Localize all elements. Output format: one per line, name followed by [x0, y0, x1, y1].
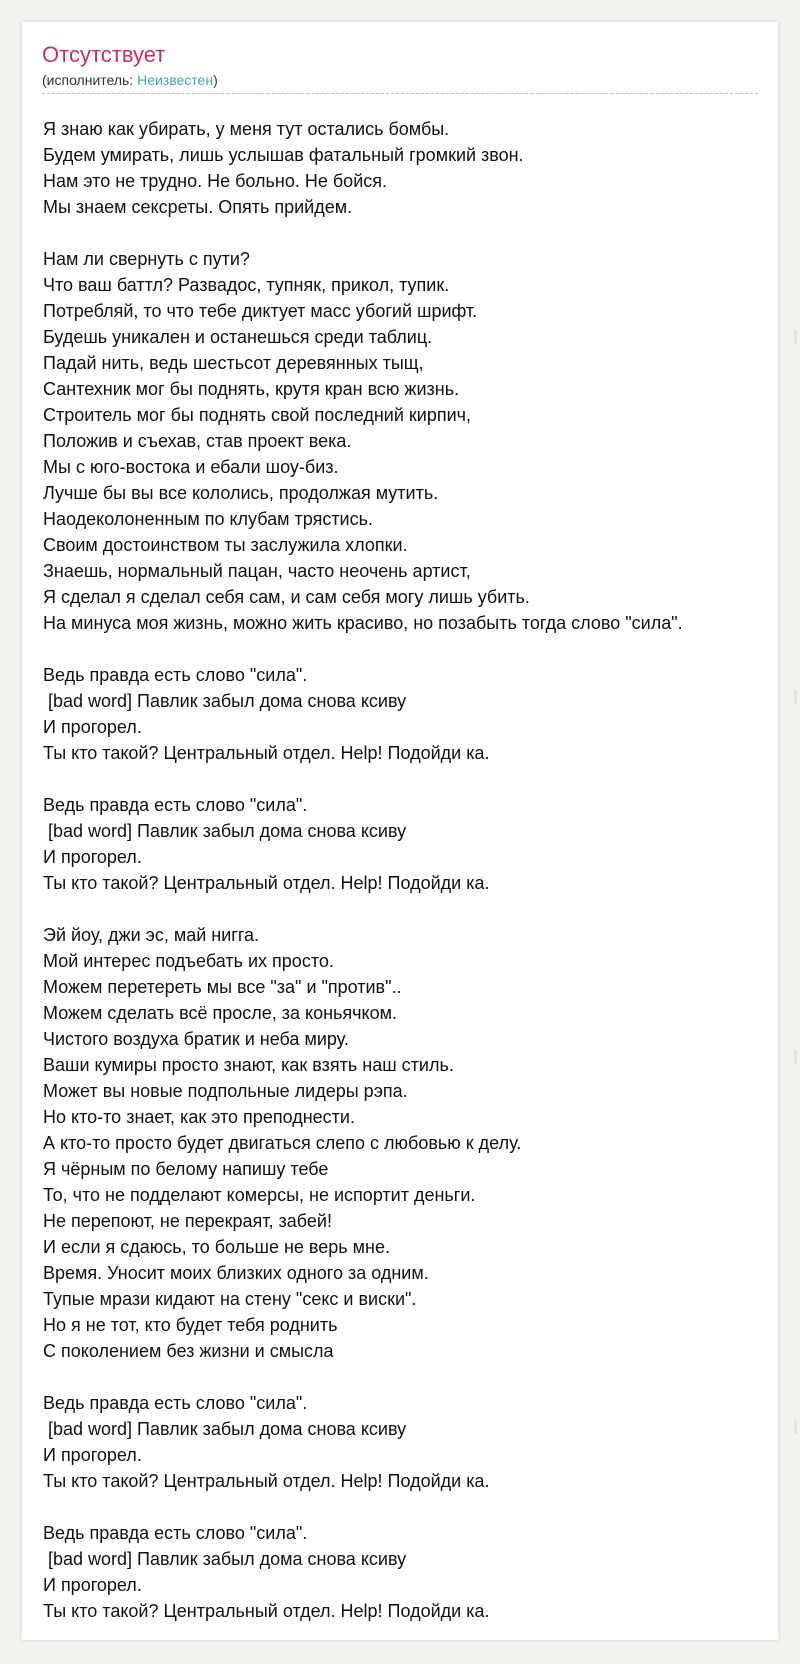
lyric-line: Я чёрным по белому напишу тебе	[43, 1159, 329, 1179]
lyric-line: Лучше бы вы все кололись, продолжая мутить.	[43, 483, 439, 503]
lyric-line: Ты кто такой? Центральный отдел. Help! Подойди ка.	[43, 1471, 490, 1491]
lyric-line: [bad word] Павлик забыл дома снова ксиву	[43, 691, 407, 711]
artist-line	[42, 71, 758, 89]
edge-decoration	[794, 1050, 797, 1064]
lyric-line: Ведь правда есть слово "сила".	[43, 1523, 308, 1543]
lyric-line: Ведь правда есть слово "сила".	[43, 795, 308, 815]
lyric-line: Наодеколоненным по клубам трястись.	[43, 509, 373, 529]
stanza-break	[43, 1364, 773, 1390]
lyric-line: [bad word] Павлик забыл дома снова ксиву	[43, 1549, 407, 1569]
lyric-line: Нам ли свернуть с пути?	[43, 249, 250, 269]
lyric-line: Но я не тот, кто будет тебя роднить	[43, 1315, 338, 1335]
lyric-line: [bad word] Павлик забыл дома снова ксиву	[43, 821, 407, 841]
lyric-line: Сантехник мог бы поднять, крутя кран всю жизнь.	[43, 379, 460, 399]
stanza-break	[43, 766, 773, 792]
lyric-line: Чистого воздуха братик и неба миру.	[43, 1029, 349, 1049]
artist-suffix: )	[213, 72, 218, 88]
lyric-line: Ты кто такой? Центральный отдел. Help! Подойди ка.	[43, 743, 490, 763]
lyric-line: Ты кто такой? Центральный отдел. Help! Подойди ка.	[43, 873, 490, 893]
lyric-line: Я знаю как убирать, у меня тут остались бомбы.	[43, 119, 450, 139]
lyric-line: Может вы новые подпольные лидеры рэпа.	[43, 1081, 408, 1101]
stanza-break	[43, 220, 773, 246]
stanza-break	[43, 636, 773, 662]
lyric-line: Падай нить, ведь шестьсот деревянных тыщ,	[43, 353, 424, 373]
edge-decoration	[794, 690, 797, 704]
lyric-line: И прогорел.	[43, 1575, 142, 1595]
lyric-line: Мой интерес подъебать их просто.	[43, 951, 334, 971]
lyric-line: Но кто-то знает, как это преподнести.	[43, 1107, 355, 1127]
lyrics-text	[43, 116, 773, 1624]
lyrics-card	[22, 22, 778, 1640]
lyric-line: Строитель мог бы поднять свой последний кирпич,	[43, 405, 472, 425]
lyric-line: Ведь правда есть слово "сила".	[43, 1393, 308, 1413]
lyric-line: Время. Уносит моих близких одного за одним.	[43, 1263, 429, 1283]
lyric-line: То, что не подделают комерсы, не испортит деньги.	[43, 1185, 476, 1205]
lyric-line: И прогорел.	[43, 717, 142, 737]
lyric-line: Не перепоют, не перекраят, забей!	[43, 1211, 332, 1231]
lyric-line: Знаешь, нормальный пацан, часто неочень артист,	[43, 561, 471, 581]
header-divider	[42, 93, 758, 94]
lyric-line: Мы знаем сексреты. Опять прийдем.	[43, 197, 353, 217]
lyric-line: Ведь правда есть слово "сила".	[43, 665, 308, 685]
lyric-line: Своим достоинством ты заслужила хлопки.	[43, 535, 408, 555]
edge-decoration	[794, 330, 797, 344]
lyric-line: А кто-то просто будет двигаться слепо с любовью к делу.	[43, 1133, 522, 1153]
lyric-line: Будешь уникален и останешься среди таблиц.	[43, 327, 433, 347]
lyric-line: [bad word] Павлик забыл дома снова ксиву	[43, 1419, 407, 1439]
stanza-break	[43, 1494, 773, 1520]
lyric-line: Что ваш баттл? Развадос, тупняк, прикол, тупик.	[43, 275, 450, 295]
artist-link[interactable]: Неизвестен	[137, 72, 214, 88]
lyric-line: Мы с юго-востока и ебали шоу-биз.	[43, 457, 339, 477]
artist-prefix: (исполнитель:	[42, 72, 138, 88]
lyric-line: И прогорел.	[43, 847, 142, 867]
lyric-line: Можем сделать всё просле, за коньячком.	[43, 1003, 398, 1023]
lyric-line: Эй йоу, джи эс, май нигга.	[43, 925, 260, 945]
lyric-line: Ты кто такой? Центральный отдел. Help! Подойди ка.	[43, 1601, 490, 1621]
song-header	[42, 42, 758, 94]
lyric-line: Будем умирать, лишь услышав фатальный громкий звон.	[43, 145, 524, 165]
lyric-line: Тупые мрази кидают на стену "секс и виски".	[43, 1289, 417, 1309]
lyric-line: Потребляй, то что тебе диктует масс убогий шрифт.	[43, 301, 478, 321]
lyric-line: Я сделал я сделал себя сам, и сам себя могу лишь убить.	[43, 587, 530, 607]
lyric-line: С поколением без жизни и смысла	[43, 1341, 334, 1361]
lyric-line: На минуса моя жизнь, можно жить красиво, но позабыть тогда слово "сила".	[43, 613, 683, 633]
stanza-break	[43, 896, 773, 922]
lyric-line: Можем перетереть мы все "за" и "против"..	[43, 977, 402, 997]
song-title: Отсутствует	[42, 42, 166, 67]
lyric-line: Ваши кумиры просто знают, как взять наш стиль.	[43, 1055, 454, 1075]
edge-decoration	[794, 1420, 797, 1434]
lyric-line: Нам это не трудно. Не больно. Не бойся.	[43, 171, 387, 191]
lyric-line: И если я сдаюсь, то больше не верь мне.	[43, 1237, 391, 1257]
lyric-line: Положив и съехав, став проект века.	[43, 431, 352, 451]
lyric-line: И прогорел.	[43, 1445, 142, 1465]
